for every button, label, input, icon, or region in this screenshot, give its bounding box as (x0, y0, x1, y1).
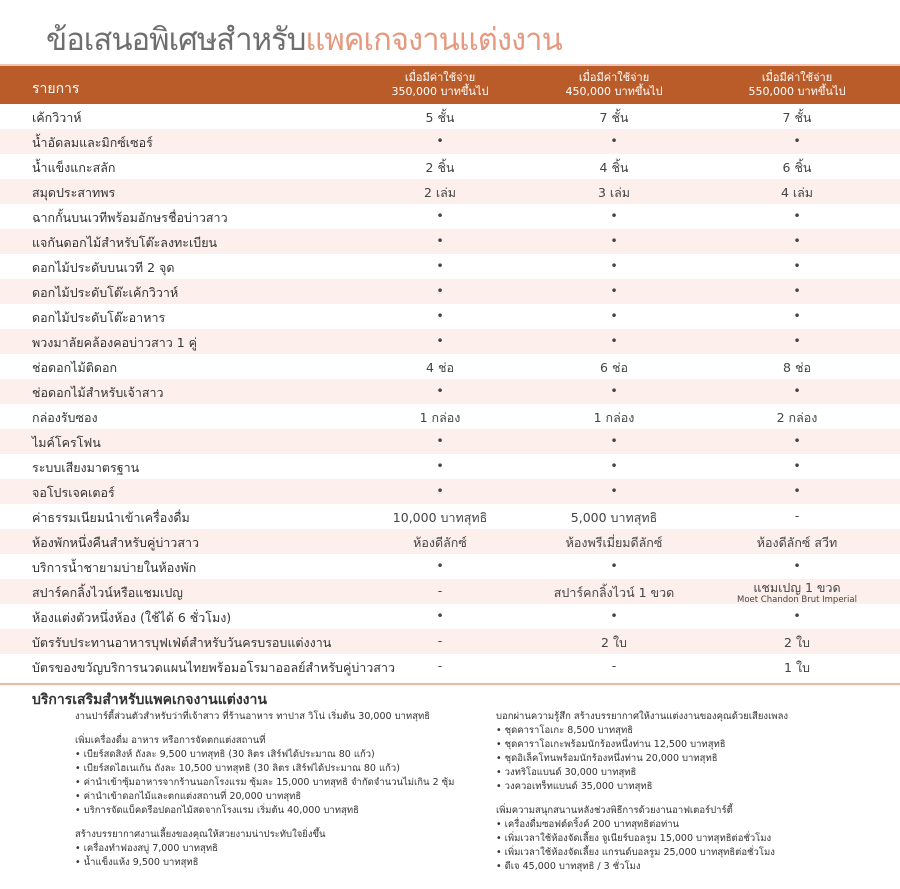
cell-value: 8 ช่อ (783, 360, 811, 375)
cell-value: • (793, 133, 801, 148)
addon-group-heading: บอกผ่านความรู้สึก สร้างบรรยากาศให้งานแต่งงานของคุณด้วยเสียงเพลง (496, 711, 789, 722)
row-item-name: สมุดประสาทพร (32, 185, 116, 200)
row-cell (529, 108, 699, 128)
cell-value: • (436, 283, 444, 298)
table-row (0, 154, 900, 179)
row-cell (712, 333, 882, 348)
row-item-name: ระบบเสียงมาตรฐาน (32, 460, 140, 475)
row-cell (529, 308, 699, 323)
table-row (0, 279, 900, 304)
row-cell (355, 208, 525, 223)
row-cell (355, 308, 525, 323)
row-item-name: จอโปรเจคเตอร์ (32, 485, 115, 500)
row-cell (712, 383, 882, 398)
row-cell (529, 433, 699, 448)
row-cell (355, 583, 525, 598)
row-cell (529, 383, 699, 398)
cell-value: • (436, 233, 444, 248)
table-row (0, 304, 900, 329)
row-cell (529, 208, 699, 223)
cell-value: • (793, 608, 801, 623)
cell-value: • (793, 383, 801, 398)
table-row (0, 204, 900, 229)
cell-value: 3 เล่ม (597, 185, 631, 200)
addon-item: • ชุดคาราโอเกะ 8,500 บาทสุทธิ (496, 725, 633, 736)
cell-value: 2 ชิ้น (425, 160, 455, 175)
row-cell (529, 183, 699, 203)
row-cell (355, 658, 525, 673)
row-cell (529, 133, 699, 148)
addon-item: • บริการจัดแบ็คดรือปดอกไม้สดจากโรงแรม เริ่มต้น 40,000 บาทสุทธิ (75, 805, 359, 816)
addon-item: • วงทริโอแบนด์ 30,000 บาทสุทธิ (496, 767, 637, 778)
row-item-name: น้ำอัดลมและมิกซ์เซอร์ (32, 135, 153, 150)
addon-item: • ชุดคาราโอเกะพร้อมนักร้องหนึ่งท่าน 12,500 บาทสุทธิ (496, 739, 726, 750)
row-cell (355, 483, 525, 498)
cell-value: 2 ใบ (784, 635, 810, 650)
cell-value: 1 กล่อง (419, 410, 461, 425)
row-cell (529, 233, 699, 248)
row-cell (529, 608, 699, 623)
row-cell (529, 458, 699, 473)
addon-item: • ดีเจ 45,000 บาทสุทธิ / 3 ชั่วโมง (496, 861, 641, 872)
row-item-name: ช่อดอกไม้สำหรับเจ้าสาว (32, 385, 164, 400)
row-cell (355, 108, 525, 128)
row-cell (355, 433, 525, 448)
row-cell (355, 158, 525, 178)
cell-value: • (610, 233, 618, 248)
cell-value: • (793, 308, 801, 323)
table-row (0, 354, 900, 379)
row-cell (712, 358, 882, 378)
addon-group-heading: เพิ่มเครื่องดื่ม อาหาร หรือการจัดตกแต่งสถานที่ (75, 735, 266, 746)
cell-value: • (436, 258, 444, 273)
row-item-name: ฉากกั้นบนเวทีพร้อมอักษรชื่อบ่าวสาว (32, 210, 228, 225)
cell-value: ห้องดีลักซ์ (413, 535, 467, 550)
row-cell (355, 558, 525, 573)
table-row (0, 179, 900, 204)
row-cell (529, 158, 699, 178)
tier-label: เมื่อมีค่าใช้จ่าย (404, 71, 476, 84)
cell-value: • (436, 608, 444, 623)
package-table (0, 104, 900, 679)
tier-price: 350,000 บาทขึ้นไป (391, 85, 489, 98)
row-cell (355, 608, 525, 623)
addon-item: • ชุดอิเล็คโทนพร้อมนักร้องหนึ่งท่าน 20,000 บาทสุทธิ (496, 753, 718, 764)
table-row (0, 454, 900, 479)
table-row (0, 329, 900, 354)
row-item-name: บริการน้ำชายามบ่ายในห้องพัก (32, 560, 197, 575)
cell-value: • (610, 283, 618, 298)
row-item-name: บัตรรับประทานอาหารบุฟเฟ่ต์สำหรับวันครบรอบแต่งงาน (32, 635, 332, 650)
table-row (0, 229, 900, 254)
cell-value: • (793, 483, 801, 498)
cell-value: 5 ชั้น (425, 110, 455, 125)
row-item-name: แจกันดอกไม้สำหรับโต๊ะลงทะเบียน (32, 235, 218, 250)
divider (0, 683, 900, 685)
row-cell (355, 283, 525, 298)
cell-value: • (436, 558, 444, 573)
cell-value: • (436, 208, 444, 223)
row-item-name: ห้องพักหนึ่งคืนสำหรับคู่บ่าวสาว (32, 535, 199, 550)
cell-value: • (610, 483, 618, 498)
row-cell (355, 233, 525, 248)
cell-value: 1 กล่อง (593, 410, 635, 425)
row-item-name: บัตรของขวัญบริการนวดแผนไทยพร้อมอโรมาออลย์สำหรับคู่บ่าวสาว (32, 660, 395, 675)
cell-value: - (437, 658, 443, 673)
addons-left-column (75, 710, 454, 870)
cell-value: 2 เล่ม (423, 185, 457, 200)
row-cell (712, 183, 882, 203)
table-row (0, 579, 900, 604)
cell-value: • (610, 433, 618, 448)
row-cell (355, 408, 525, 428)
cell-value: - (437, 633, 443, 648)
addon-item: • เพิ่มเวลาใช้ห้องจัดเลี้ยง จูเนียร์บอลรูม 15,000 บาทสุทธิต่อชั่วโมง (496, 833, 772, 844)
cell-value: 2 ใบ (601, 635, 627, 650)
tier-price: 550,000 บาทขึ้นไป (748, 85, 846, 98)
cell-value: 7 ชั้น (782, 110, 812, 125)
addon-item: • เบียร์สดไฮเนเก้น ถังละ 10,500 บาทสุทธิ (30 ลิตร เสิร์ฟได้ประมาณ 80 แก้ว) (75, 763, 400, 774)
cell-value: • (436, 458, 444, 473)
cell-value: • (793, 458, 801, 473)
addon-item: • เพิ่มเวลาใช้ห้องจัดเลี้ยง แกรนด์บอลรูม 25,000 บาทสุทธิต่อชั่วโมง (496, 847, 775, 858)
row-item-name: สปาร์คกลิ้งไวน์หรือแชมเปญ (32, 585, 183, 600)
row-cell (529, 358, 699, 378)
row-cell (355, 333, 525, 348)
row-cell (712, 458, 882, 473)
row-item-name: ไมค์โครโฟน (32, 435, 101, 450)
row-cell (712, 658, 882, 678)
row-cell (355, 358, 525, 378)
row-cell (712, 208, 882, 223)
table-row (0, 404, 900, 429)
row-item-name: เค้กวิวาห์ (32, 110, 82, 125)
cell-value: - (794, 508, 800, 523)
table-row (0, 554, 900, 579)
row-cell (712, 133, 882, 148)
table-row (0, 429, 900, 454)
addon-item: • ค่านำเข้าซุ้มอาหารจากร้านนอกโรงแรม ซุ้มละ 15,000 บาทสุทธิ จำกัดจำนวนไม่เกิน 2 ซุ้ม (75, 777, 455, 788)
cell-value: • (436, 383, 444, 398)
addon-group-heading: สร้างบรรยากาศงานเลี้ยงของคุณให้สวยงามน่าประทับใจยิ่งขึ้น (75, 829, 326, 840)
row-cell (712, 508, 882, 523)
cell-value: • (436, 133, 444, 148)
addon-item: • วงควอเทร็ทแบนด์ 35,000 บาทสุทธิ (496, 781, 653, 792)
table-row (0, 379, 900, 404)
table-row (0, 254, 900, 279)
page-title (46, 14, 562, 64)
row-cell (712, 433, 882, 448)
table-row (0, 629, 900, 654)
cell-subtext: Moet Chandon Brut Imperial (737, 595, 857, 605)
tier-label: เมื่อมีค่าใช้จ่าย (578, 71, 650, 84)
row-cell (355, 508, 525, 528)
cell-value: 6 ช่อ (600, 360, 628, 375)
cell-value: • (610, 608, 618, 623)
cell-value: • (436, 483, 444, 498)
row-item-name: ดอกไม้ประดับบนเวที 2 จุด (32, 260, 175, 275)
cell-value: 7 ชั้น (599, 110, 629, 125)
addon-item: • เครื่องทำฟองสบู่ 7,000 บาทสุทธิ (75, 843, 218, 854)
cell-value: ห้องดีลักซ์ สวีท (756, 535, 838, 550)
row-cell (712, 578, 882, 604)
row-cell (355, 133, 525, 148)
row-cell (712, 233, 882, 248)
row-cell (355, 533, 525, 553)
table-row (0, 104, 900, 129)
row-cell (355, 458, 525, 473)
row-item-name: ค่าธรรมเนียมนำเข้าเครื่องดื่ม (32, 510, 190, 525)
row-cell (529, 258, 699, 273)
row-cell (355, 258, 525, 273)
tier-label: เมื่อมีค่าใช้จ่าย (761, 71, 833, 84)
addon-group-heading: เพิ่มความสนุกสนานหลังช่วงพิธีการด้วยงานอาฟเตอร์ปาร์ตี้ (496, 805, 733, 816)
row-cell (712, 158, 882, 178)
cell-value: • (610, 208, 618, 223)
cell-value: • (793, 333, 801, 348)
cell-value: 4 ชิ้น (599, 160, 629, 175)
cell-value: • (610, 383, 618, 398)
row-cell (712, 633, 882, 653)
header-tier-550k (712, 71, 882, 99)
row-cell (712, 308, 882, 323)
table-row (0, 504, 900, 529)
cell-value: 5,000 บาทสุทธิ (570, 510, 658, 525)
table-row (0, 654, 900, 679)
cell-value: 10,000 บาทสุทธิ (392, 510, 488, 525)
cell-value: • (793, 283, 801, 298)
row-cell (529, 333, 699, 348)
addon-item: • เบียร์สดสิงห์ ถังละ 9,500 บาทสุทธิ (30 ลิตร เสิร์ฟได้ประมาณ 80 แก้ว) (75, 749, 375, 760)
row-cell (529, 408, 699, 428)
header-tier-350k (355, 71, 525, 99)
addon-item: • น้ำแข็งแห้ง 9,500 บาทสุทธิ (75, 857, 199, 868)
row-cell (712, 408, 882, 428)
row-cell (355, 633, 525, 648)
row-cell (529, 483, 699, 498)
row-cell (712, 558, 882, 573)
cell-value: • (793, 233, 801, 248)
row-item-name: ดอกไม้ประดับโต๊ะอาหาร (32, 310, 166, 325)
row-cell (529, 508, 699, 528)
row-item-name: กล่องรับซอง (32, 410, 98, 425)
cell-value: 6 ชิ้น (782, 160, 812, 175)
cell-value: • (610, 558, 618, 573)
row-cell (529, 533, 699, 553)
cell-value: 1 ใบ (784, 660, 810, 675)
tier-price: 450,000 บาทขึ้นไป (565, 85, 663, 98)
cell-value: - (437, 583, 443, 598)
header-tier-450k (529, 71, 699, 99)
cell-value: • (793, 208, 801, 223)
addon-group-heading: งานปาร์ตี้ส่วนตัวสำหรับว่าที่เจ้าสาว ที่ร้านอาหาร ทาปาส วิโน่ เริ่มต้น 30,000 บาทสุทธิ (75, 711, 431, 722)
row-cell (712, 108, 882, 128)
row-cell (712, 283, 882, 298)
addon-item: • เครื่องดื่มซอฟต์ดริ้งค์ 200 บาทสุทธิต่อท่าน (496, 819, 680, 830)
row-item-name: ช่อดอกไม้ติดอก (32, 360, 118, 375)
addon-item: • ค่านำเข้าดอกไม้และตกแต่งสถานที่ 20,000 บาทสุทธิ (75, 791, 302, 802)
row-cell (529, 283, 699, 298)
row-item-name: ดอกไม้ประดับโต๊ะเค้กวิวาห์ (32, 285, 179, 300)
cell-value: • (610, 308, 618, 323)
table-row (0, 604, 900, 629)
cell-value: • (436, 308, 444, 323)
row-item-name: น้ำแข็งแกะสลัก (32, 160, 116, 175)
cell-value: • (793, 558, 801, 573)
table-row (0, 529, 900, 554)
addons-right-column (496, 710, 788, 874)
addons-title: บริการเสริมสำหรับแพคเกจงานแต่งงาน (32, 692, 267, 708)
row-cell (529, 633, 699, 653)
row-cell (712, 258, 882, 273)
row-cell (355, 183, 525, 203)
cell-value: สปาร์คกลิ้งไวน์ 1 ขวด (553, 585, 675, 600)
cell-value: • (793, 258, 801, 273)
table-row (0, 129, 900, 154)
cell-value: 2 กล่อง (776, 410, 818, 425)
row-cell (529, 583, 699, 603)
cell-value: 4 เล่ม (780, 185, 814, 200)
row-cell (529, 558, 699, 573)
row-cell (712, 483, 882, 498)
row-item-name: พวงมาลัยคล้องคอบ่าวสาว 1 คู่ (32, 335, 198, 350)
cell-value: • (610, 258, 618, 273)
cell-value: • (610, 458, 618, 473)
table-header (0, 64, 900, 104)
cell-value: • (436, 433, 444, 448)
title-highlight: แพคเกจงานแต่งงาน (305, 22, 562, 58)
cell-value: • (793, 433, 801, 448)
cell-value: • (610, 333, 618, 348)
row-cell (712, 533, 882, 553)
cell-value: • (610, 133, 618, 148)
cell-value: แชมเปญ 1 ขวด (753, 580, 841, 595)
row-cell (529, 658, 699, 673)
cell-value: • (436, 333, 444, 348)
row-item-name: ห้องแต่งตัวหนึ่งห้อง (ใช้ได้ 6 ชั่วโมง) (32, 610, 232, 625)
row-cell (355, 383, 525, 398)
cell-value: ห้องพรีเมี่ยมดีลักซ์ (565, 535, 663, 550)
table-row (0, 479, 900, 504)
header-item-label: รายการ (32, 81, 80, 97)
cell-value: 4 ช่อ (426, 360, 454, 375)
row-cell (712, 608, 882, 623)
title-main: ข้อเสนอพิเศษสำหรับ (46, 22, 306, 58)
cell-value: - (611, 658, 617, 673)
